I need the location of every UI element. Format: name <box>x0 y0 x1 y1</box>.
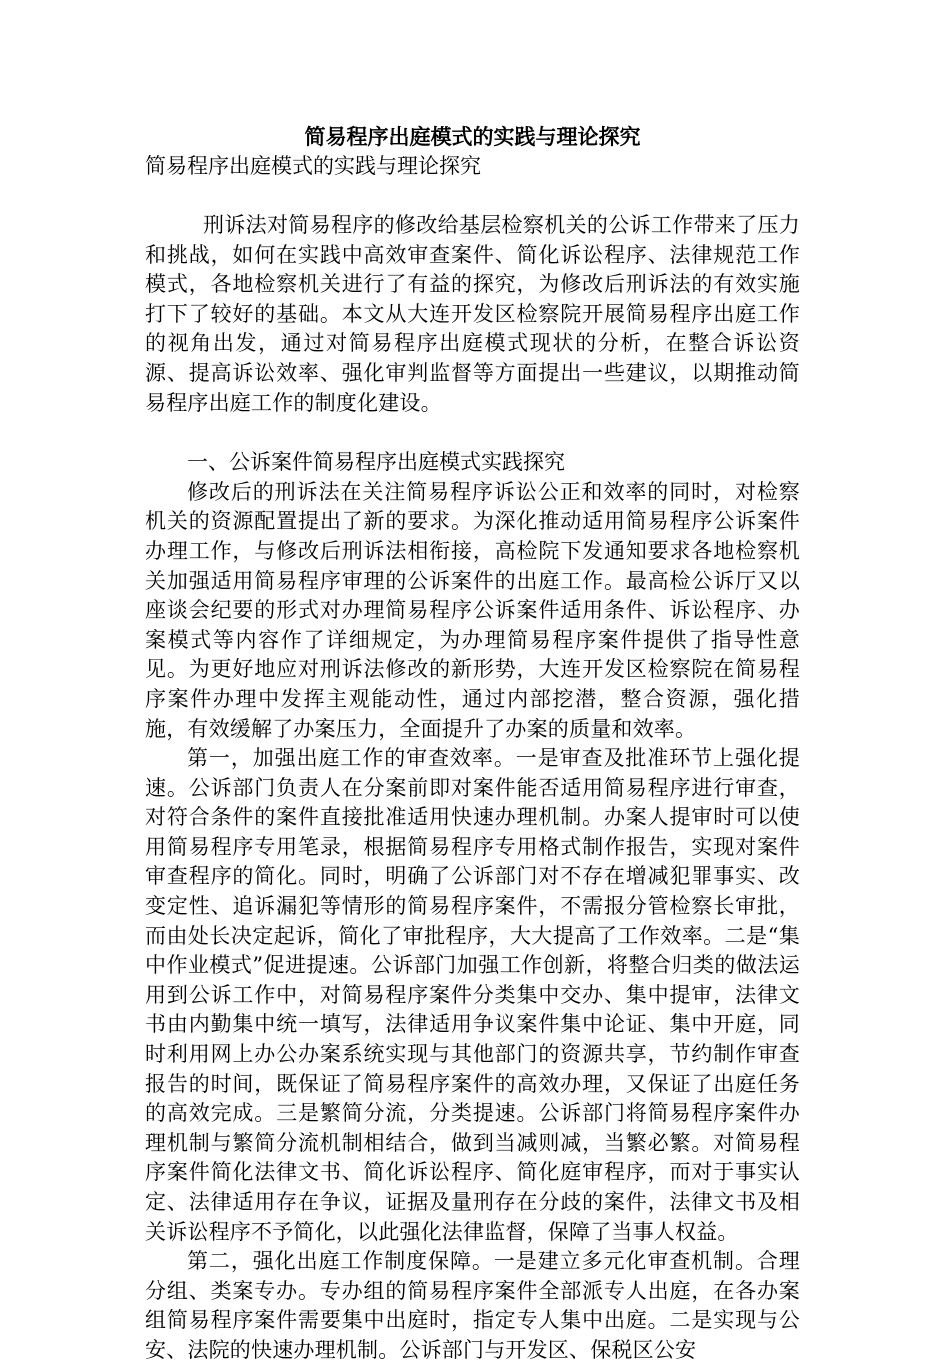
intro-paragraph: 刑诉法对简易程序的修改给基层检察机关的公诉工作带来了压力和挑战，如何在实践中高效审查案件、简化诉讼程序、法律规范工作模式，各地检察机关进行了有益的探究，为修改后刑诉法的有效实施打下了较好的基础。本文从大连开发区检察院开展简易程序出庭工作的视角出发，通过对简易程序出庭模式现状的分析，在整合诉讼资源、提高诉讼效率、强化审判监督等方面提出一些建议，以期推动简易程序出庭工作的制度化建设。 <box>145 213 800 415</box>
document-body <box>145 122 800 1366</box>
document-title: 简易程序出庭模式的实践与理论探究 <box>304 124 641 149</box>
body-paragraph: 第一，加强出庭工作的审查效率。一是审查及批准环节上强化提速。公诉部门负责人在分案前即对案件能否适用简易程序进行审查，对符合条件的案件直接批准适用快速办理机制。办案人提审时可以使用简易程序专用笔录，根据简易程序专用格式制作报告，实现对案件审查程序的简化。同时，明确了公诉部门对不存在增减犯罪事实、改变定性、追诉漏犯等情形的简易程序案件，不需报分管检察长审批，而由处长决定起诉，简化了审批程序，大大提高了工作效率。二是“集中作业模式”促进提速。公诉部门加强工作创新，将整合归类的做法运用到公诉工作中，对简易程序案件分类集中交办、集中提审，法律文书由内勤集中统一填写，法律适用争议案件集中论证、集中开庭，同时利用网上办公办案系统实现与其他部门的资源共享，节约制作审查报告的时间，既保证了简易程序案件的高效办理，又保证了出庭任务的高效完成。三是繁简分流，分类提速。公诉部门将简易程序案件办理机制与繁简分流机制相结合，做到当减则减，当繁必繁。对简易程序案件简化法律文书、简化诉讼程序、简化庭审程序，而对于事实认定、法律适用存在争议，证据及量刑存在分歧的案件，法律文书及相关诉讼程序不予简化，以此强化法律监督，保障了当事人权益。 <box>145 746 800 1244</box>
body-paragraph: 修改后的刑诉法在关注简易程序诉讼公正和效率的同时，对检察机关的资源配置提出了新的要求。为深化推动适用简易程序公诉案件办理工作，与修改后刑诉法相衔接，高检院下发通知要求各地检察机关加强适用简易程序审理的公诉案件的出庭工作。最高检公诉厅又以座谈会纪要的形式对办理简易程序公诉案件适用条件、诉讼程序、办案模式等内容作了详细规定，为办理简易程序案件提供了指导性意见。为更好地应对刑诉法修改的新形势，大连开发区检察院在简易程序案件办理中发挥主观能动性，通过内部挖潜，整合资源，强化措施，有效缓解了办案压力，全面提升了办案的质量和效率。 <box>145 479 800 741</box>
body-paragraph: 第二，强化出庭工作制度保障。一是建立多元化审查机制。合理分组、类案专办。专办组的简易程序案件全部派专人出庭，在各办案组简易程序案件需要集中出庭时，指定专人集中出庭。二是实现与公安、法院的快速办理机制。公诉部门与开发区、保税区公安 <box>145 1249 800 1362</box>
document-subtitle: 简易程序出庭模式的实践与理论探究 <box>145 154 481 178</box>
section-heading: 一、公诉案件简易程序出庭模式实践探究 <box>187 450 565 475</box>
